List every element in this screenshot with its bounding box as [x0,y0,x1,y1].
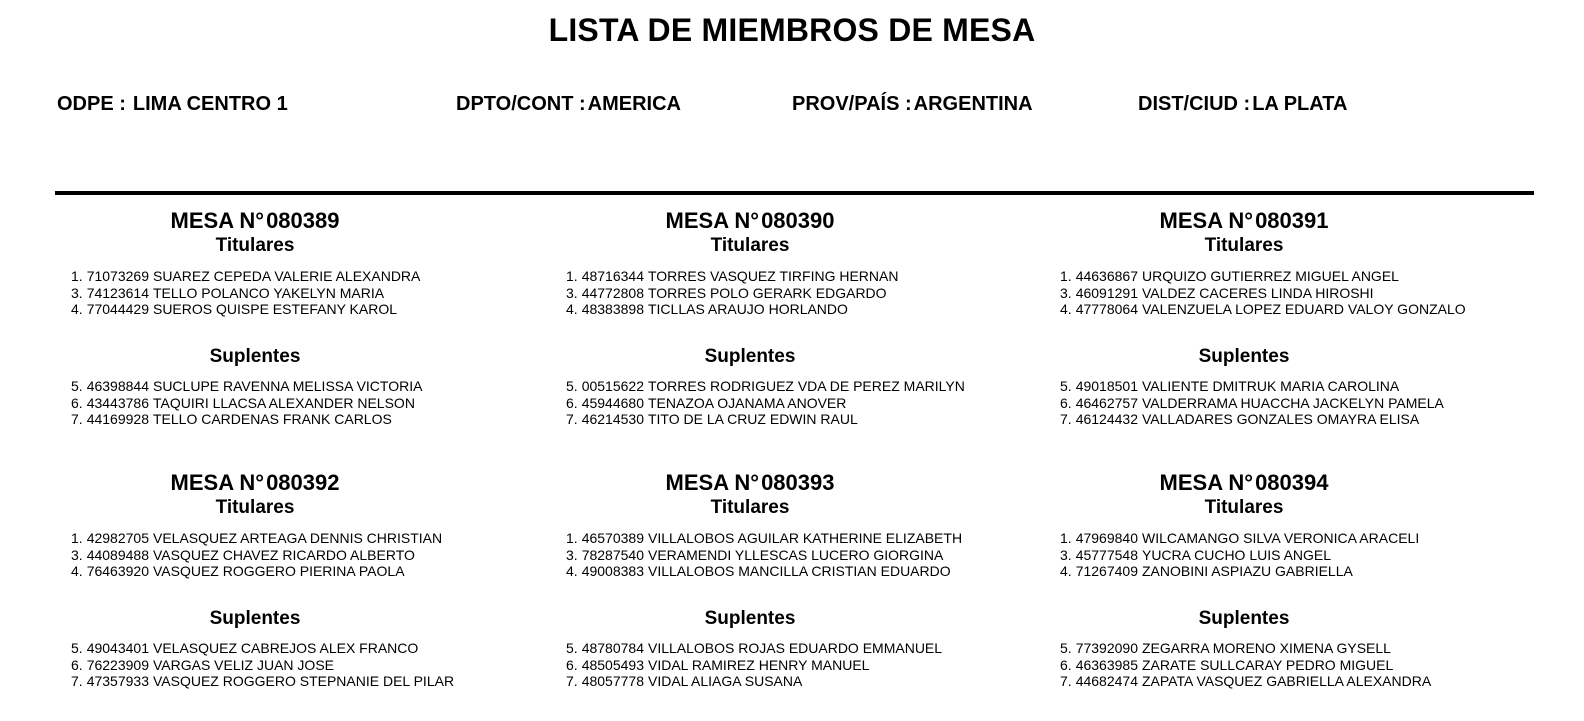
member-dni: 46398844 [86,378,149,394]
member-name: VELASQUEZ ARTEAGA DENNIS CHRISTIAN [152,530,443,546]
member-position: 4. [71,563,83,579]
member-name: ZANOBINI ASPIAZU GABRIELLA [1141,563,1353,579]
member-dni: 49043401 [86,640,149,656]
mesa-number-value: 080389 [266,208,340,233]
titulares-heading: Titulares [710,235,790,256]
titulares-list [1060,268,1466,318]
member-item [71,563,442,580]
member-name: VALDERRAMA HUACCHA JACKELYN PAMELA [1141,394,1444,411]
suplentes-heading: Suplentes [1198,608,1290,629]
member-name: ZEGARRA MORENO XIMENA GYSELL [1141,640,1391,656]
member-name: ZAPATA VASQUEZ GABRIELLA ALEXANDRA [1141,673,1432,689]
member-name: VALENZUELA LOPEZ EDUARD VALOY GONZALO [1141,301,1466,317]
mesa-label: MESA N° [170,470,265,495]
member-position: 6. [71,656,83,673]
member-name: VASQUEZ ROGGERO PIERINA PAOLA [152,563,405,579]
titulares-heading: Titulares [215,235,295,256]
mesa-label: MESA N° [1159,470,1254,495]
mesa-number-heading [1044,208,1444,234]
mesa-label: MESA N° [665,470,760,495]
member-item [566,285,898,302]
member-name: TORRES VASQUEZ TIRFING HERNAN [647,268,899,284]
member-item [1060,378,1444,395]
member-dni: 44089488 [86,546,149,563]
member-name: VASQUEZ CHAVEZ RICARDO ALBERTO [152,546,415,563]
member-dni: 76463920 [86,563,149,579]
mesa-number-heading [550,208,950,234]
member-dni: 44772808 [581,284,644,301]
mesa-number-value: 080391 [1255,208,1329,233]
member-dni: 77044429 [86,301,149,317]
mesa-number-value: 080390 [761,208,835,233]
member-position: 6. [566,656,578,673]
member-dni: 71267409 [1075,563,1138,579]
member-position: 1. [1060,530,1072,546]
member-item [566,640,942,657]
member-position: 3. [566,284,578,301]
prov-label: PROV/PAÍS : [792,93,912,115]
member-item [566,657,942,674]
mesa-number-heading [55,208,455,234]
member-name: VALLADARES GONZALES OMAYRA ELISA [1141,411,1420,427]
member-name: SUAREZ CEPEDA VALERIE ALEXANDRA [152,268,421,284]
member-item [71,268,420,285]
member-dni: 46091291 [1075,284,1138,301]
member-dni: 49018501 [1075,378,1138,394]
dpto-label: DPTO/CONT : [456,93,586,115]
member-dni: 48383898 [581,301,644,317]
member-position: 5. [1060,640,1072,656]
prov-field [792,93,1033,116]
member-name: WILCAMANGO SILVA VERONICA ARACELI [1141,530,1420,546]
member-item [566,268,898,285]
member-item [1060,547,1419,564]
member-name: URQUIZO GUTIERREZ MIGUEL ANGEL [1141,268,1399,284]
member-dni: 48716344 [581,268,644,284]
member-item [1060,411,1444,428]
member-name: VARGAS VELIZ JUAN JOSE [152,656,334,673]
member-name: SUCLUPE RAVENNA MELISSA VICTORIA [152,378,423,394]
member-name: VIDAL RAMIREZ HENRY MANUEL [647,656,870,673]
member-item [1060,530,1419,547]
member-dni: 44636867 [1075,268,1138,284]
header-divider [55,191,1534,195]
suplentes-list [566,378,965,428]
mesa-number-value: 080394 [1255,470,1329,495]
odpe-label: ODPE : [57,93,126,115]
member-item [1060,301,1466,318]
member-name: VALIENTE DMITRUK MARIA CAROLINA [1141,378,1400,394]
dist-field [1138,93,1347,116]
member-item [1060,285,1466,302]
member-dni: 46124432 [1075,411,1138,427]
suplentes-list [71,640,454,690]
member-position: 6. [1060,394,1072,411]
member-name: VASQUEZ ROGGERO STEPNANIE DEL PILAR [152,673,455,689]
odpe-value: LIMA CENTRO 1 [132,93,288,115]
member-dni: 49008383 [581,563,644,579]
member-name: TELLO POLANCO YAKELYN MARIA [152,284,385,301]
member-item [71,547,442,564]
member-item [71,640,454,657]
member-item [1060,395,1444,412]
member-position: 5. [1060,378,1072,394]
member-dni: 46462757 [1075,394,1138,411]
member-position: 7. [1060,411,1072,427]
member-position: 3. [1060,546,1072,563]
member-position: 1. [71,530,83,546]
member-dni: 78287540 [581,546,644,563]
member-item [566,411,965,428]
member-item [566,563,962,580]
member-item [71,530,442,547]
member-position: 7. [71,411,83,427]
member-position: 4. [1060,301,1072,317]
member-position: 1. [566,530,578,546]
member-position: 3. [566,546,578,563]
member-name: VALDEZ CACERES LINDA HIROSHI [1141,284,1374,301]
member-item [71,285,420,302]
member-name: TORRES POLO GERARK EDGARDO [647,284,887,301]
member-item [566,673,942,690]
member-name: VERAMENDI YLLESCAS LUCERO GIORGINA [647,546,944,563]
member-name: TITO DE LA CRUZ EDWIN RAUL [647,411,858,427]
mesa-label: MESA N° [170,208,265,233]
member-position: 5. [566,378,578,394]
member-position: 6. [71,394,83,411]
member-item [71,657,454,674]
mesa-number-heading [550,470,950,496]
member-position: 7. [566,411,578,427]
member-position: 3. [1060,284,1072,301]
member-dni: 45944680 [581,394,644,411]
member-item [566,301,898,318]
prov-value: ARGENTINA [913,93,1033,115]
member-position: 7. [71,673,83,689]
member-position: 7. [1060,673,1072,689]
member-dni: 45777548 [1075,546,1138,563]
suplentes-list [1060,640,1431,690]
member-position: 3. [71,546,83,563]
member-dni: 44682474 [1075,673,1138,689]
member-position: 1. [1060,268,1072,284]
member-item [71,673,454,690]
member-name: VILLALOBOS ROJAS EDUARDO EMMANUEL [647,640,943,656]
member-name: VELASQUEZ CABREJOS ALEX FRANCO [152,640,419,656]
member-position: 5. [71,378,83,394]
titulares-list [1060,530,1419,580]
member-position: 3. [71,284,83,301]
titulares-heading: Titulares [1204,497,1284,518]
member-dni: 48505493 [581,656,644,673]
member-name: TENAZOA OJANAMA ANOVER [647,394,847,411]
member-name: VILLALOBOS AGUILAR KATHERINE ELIZABETH [647,530,963,546]
mesa-number-value: 080393 [761,470,835,495]
member-item [1060,673,1431,690]
member-item [1060,640,1431,657]
member-name: VIDAL ALIAGA SUSANA [647,673,803,689]
dist-value: LA PLATA [1252,93,1348,115]
mesa-number-heading [55,470,455,496]
member-position: 6. [1060,656,1072,673]
member-dni: 74123614 [86,284,149,301]
odpe-field [57,93,288,116]
member-dni: 43443786 [86,394,149,411]
member-dni: 46570389 [581,530,644,546]
document-title: LISTA DE MIEMBROS DE MESA [548,12,1036,48]
member-name: TICLLAS ARAUJO HORLANDO [647,301,848,317]
mesa-number-value: 080392 [266,470,340,495]
member-position: 4. [1060,563,1072,579]
member-dni: 46214530 [581,411,644,427]
member-position: 5. [71,640,83,656]
member-dni: 47969840 [1075,530,1138,546]
suplentes-list [71,378,422,428]
member-item [71,301,420,318]
member-position: 4. [566,301,578,317]
member-dni: 47778064 [1075,301,1138,317]
titulares-heading: Titulares [215,497,295,518]
member-name: VILLALOBOS MANCILLA CRISTIAN EDUARDO [647,563,951,579]
suplentes-heading: Suplentes [209,346,301,367]
mesa-label: MESA N° [665,208,760,233]
suplentes-heading: Suplentes [1198,346,1290,367]
mesa-label: MESA N° [1159,208,1254,233]
member-name: SUEROS QUISPE ESTEFANY KAROL [152,301,398,317]
member-dni: 00515622 [581,378,644,394]
member-item [566,378,965,395]
suplentes-list [1060,378,1444,428]
member-dni: 77392090 [1075,640,1138,656]
member-position: 4. [566,563,578,579]
member-dni: 44169928 [86,411,149,427]
member-item [1060,268,1466,285]
member-position: 4. [71,301,83,317]
titulares-list [566,530,962,580]
member-dni: 48780784 [581,640,644,656]
member-item [566,395,965,412]
member-dni: 46363985 [1075,656,1138,673]
member-position: 1. [71,268,83,284]
suplentes-heading: Suplentes [209,608,301,629]
mesa-number-heading [1044,470,1444,496]
member-item [1060,563,1419,580]
titulares-heading: Titulares [710,497,790,518]
dist-label: DIST/CIUD : [1138,93,1251,115]
titulares-list [71,530,442,580]
member-item [71,395,422,412]
member-name: ZARATE SULLCARAY PEDRO MIGUEL [1141,656,1394,673]
suplentes-list [566,640,942,690]
dpto-field [456,93,681,116]
member-item [71,378,422,395]
member-position: 7. [566,673,578,689]
titulares-heading: Titulares [1204,235,1284,256]
member-position: 1. [566,268,578,284]
suplentes-heading: Suplentes [704,346,796,367]
member-name: YUCRA CUCHO LUIS ANGEL [1141,546,1332,563]
dpto-value: AMERICA [587,93,681,115]
member-item [566,530,962,547]
member-position: 6. [566,394,578,411]
member-dni: 48057778 [581,673,644,689]
suplentes-heading: Suplentes [704,608,796,629]
member-dni: 47357933 [86,673,149,689]
member-item [71,411,422,428]
member-dni: 76223909 [86,656,149,673]
member-item [1060,657,1431,674]
member-position: 5. [566,640,578,656]
titulares-list [566,268,898,318]
member-name: TORRES RODRIGUEZ VDA DE PEREZ MARILYN [647,378,965,394]
member-name: TELLO CARDENAS FRANK CARLOS [152,411,392,427]
member-item [566,547,962,564]
member-dni: 71073269 [86,268,149,284]
member-name: TAQUIRI LLACSA ALEXANDER NELSON [152,394,415,411]
member-dni: 42982705 [86,530,149,546]
titulares-list [71,268,420,318]
